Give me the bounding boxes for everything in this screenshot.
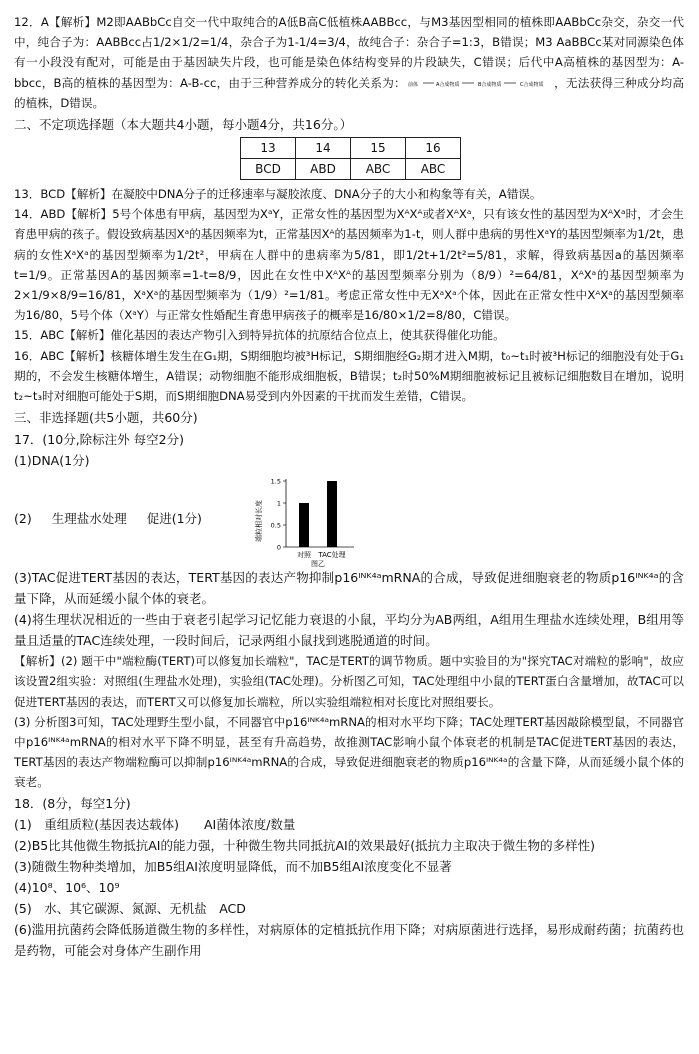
q17-answer-3: (3)TAC促进TERT基因的表达，TERT基因的表达产物抑制p16ᴵᴺᴷ⁴ᵃmRNA的合成，导致促进细胞衰老的物质p16ᴵᴺᴷ⁴ᵃ的含量下降，从而延缓小鼠个体的衰老。 <box>14 570 684 607</box>
q18-answer-1: (1) 重组质粒(基因表达载体) AI菌体浓度/数量 <box>14 816 296 832</box>
chart-bar-1 <box>327 481 337 547</box>
q17-answer-2-number: (2) <box>14 511 32 527</box>
q12-paragraph <box>14 12 684 113</box>
q17-answer-4: (4)将生理状况相近的一些由于衰老引起学习记忆能力衰退的小鼠，平均分为AB两组，A组用生理盐水连续处理，B组用等量且适量的TAC连续处理，一段时间后，记录两组小鼠找到逃脱通道的时间。 <box>14 612 684 649</box>
q18-answer-2: (2)B5比其他微生物抵抗AI的能力强，十种微生物共同抵抗AI的效果最好(抵抗力主取决于微生物的多样性) <box>14 837 595 853</box>
answer-table-numbers <box>241 138 461 159</box>
answer-table-answers <box>241 159 461 180</box>
table-cell: ABC <box>351 159 406 180</box>
q16-paragraph: 16．ABC【解析】核糖体增生发生在G₁期，S期细胞均被³H标记，S期细胞经G₂期才进入M期，t₀~t₁时被³H标记的细胞没有处于G₁期的，不会发生核糖体增生，A错误；动物细胞不能形成细胞板，B错误；t₂时50%M期细胞被标记且被标记细胞数目在增加，说明t₂~t₃时对细胞可能处于S期，而S期细胞DNA易受到内外因素的干扰而发生差错，C错误。 <box>14 348 684 404</box>
chart-bar-0 <box>299 503 309 547</box>
table-cell: 14 <box>296 138 351 159</box>
q13-paragraph: 13．BCD【解析】在凝胶中DNA分子的迁移速率与凝胶浓度、DNA分子的大小和构象等有关，A错误。 <box>14 187 542 202</box>
q18-answer-3: (3)随微生物种类增加，加B5组AI浓度明显降低，而不加B5组AI浓度变化不显著 <box>14 858 452 874</box>
q17-answer-2-blank-a: 生理盐水处理 <box>51 511 127 527</box>
q15-paragraph: 15．ABC【解析】催化基因的表达产物引入到特异抗体的抗原结合位点上，使其获得催化功能。 <box>14 328 505 343</box>
q12-tail: ，无法获得三种成分均高的植株，D错误。 <box>14 75 684 110</box>
q14-paragraph: 14．ABD【解析】5号个体患有甲病，基因型为XᵃY，正常女性的基因型为XᴬXᴬ或者XᴬXᵃ，只有该女性的基因型为XᴬXᵃ时，才会生育患甲病的孩子。假设致病基因Xᵃ的基因频率为t，正常基因Xᴬ的基因频率为1-t，则人群中患病的男性XᵃY的基因型频率为1/2t，患病的女性XᵃXᵃ的基因型频率为1/2t²，甲病在人群中的患病率为5/81，即1/2t+1/2t²=5/81，求解，得致病基因a的基因频率t=1/9。正常基因A的基因频率=1-t=8/9，因此在女性中XᴬXᴬ的基因型频率分别为（8/9）²=64/81，XᴬXᵃ的基因型频率为2×1/9×8/9=16/81，XᵃXᵃ的基因型频率为（1/9）²=1/81。考虑正常女性中无XᵃXᵃ个体，因此在正常女性中XᴬXᵃ的基因型频率为16/80，5号个体（XᵃY）与正常女性婚配生育患甲病孩子的概率是16/80×1/2=8/80，C错误。 <box>14 207 684 323</box>
chart-y-tick-label: 0.5 <box>270 521 281 530</box>
q18-answer-5: (5) 水、其它碳源、氮源、无机盐 ACD <box>14 900 246 916</box>
q17-answer-2-blank-b: 促进(1分) <box>146 511 202 527</box>
q17-answer-1: (1)DNA(1分) <box>14 453 90 469</box>
conversion-flow-diagram <box>406 76 554 90</box>
answer-page <box>14 12 684 961</box>
section-3-heading: 三、非选择题(共5小题，共60分) <box>14 410 198 426</box>
q17-analysis-2: (3) 分析图3可知，TAC处理野生型小鼠，不同器官中p16ᴵᴺᴷ⁴ᵃmRNA的相对水平均下降；TAC处理TERT基因敲除模型鼠，不同器官中p16ᴵᴺᴷ⁴ᵃmRNA的相对水平下降不明显，甚至有升高趋势，故推测TAC影响小鼠个体衰老的机制是TAC促进TERT基因的表达，TERT基因的表达产物端粒酶可以抑制p16ᴵᴺᴷ⁴ᵃmRNA的合成，导致促进细胞衰老的物质p16ᴵᴺᴷ⁴ᵃ的含量下降，从而延缓小鼠个体的衰老。 <box>14 714 684 790</box>
flow-step-0: 前体 <box>407 82 418 89</box>
chart-y-tick-label: 1 <box>276 499 281 508</box>
chart-y-tick-label: 0 <box>276 543 281 552</box>
q18-answer-6: (6)滥用抗菌药会降低肠道微生物的多样性，对病原体的定植抵抗作用下降；对病原菌进行选择，易形成耐药菌；抗菌药也是药物，可能会对身体产生副作用 <box>14 921 684 958</box>
table-cell: ABC <box>406 159 461 180</box>
telomere-bar-chart <box>250 471 370 567</box>
q17-heading: 17．(10分,除标注外 每空2分) <box>14 432 184 448</box>
table-cell: 16 <box>406 138 461 159</box>
q18-heading: 18．(8分，每空1分) <box>14 795 131 811</box>
flow-step-5: C合成物质 <box>519 82 544 89</box>
q17-analysis-1: 【解析】(2) 题干中"端粒酶(TERT)可以修复加长端粒"，TAC是TERT的调节物质。题中实验目的为"探究TAC对端粒的影响"，故应该设置2组实验：对照组(生理盐水处理)，实验组(TAC处理)。分析图乙可知，TAC处理组中小鼠的TERT蛋白含量增加，故TAC可以促进TERT基因的表达，而TERT又可以修复加长端粒，所以实验组端粒相对长度比对照组要长。 <box>14 654 684 709</box>
chart-category-0: 对照 <box>297 551 311 560</box>
table-cell: ABD <box>296 159 351 180</box>
table-cell: BCD <box>241 159 296 180</box>
table-cell: 13 <box>241 138 296 159</box>
chart-ylabel: 端粒相对长度 <box>255 500 263 543</box>
chart-category-1: TAC处理 <box>318 551 346 560</box>
table-cell: 15 <box>351 138 406 159</box>
chart-figure-label: 图乙 <box>311 560 325 568</box>
chart-y-tick-label: 1.5 <box>270 477 281 486</box>
section-2-heading: 二、不定项选择题（本大题共4小题，每小题4分，共16分。） <box>14 117 353 133</box>
answer-table <box>240 137 461 180</box>
q18-answer-4: (4)10⁸、10⁶、10⁹ <box>14 879 120 895</box>
q17-answer-2 <box>14 509 218 527</box>
q12-text: 12．A【解析】M2即AABbCc自交一代中取纯合的A低B高C低植株AABBcc，与M3基因型相同的植株即AABbCc杂交，杂交一代中，纯合子为：AABBcc占1/2×1/2=1/4，杂合子为1-1/4=3/4，故纯合子：杂合子=1:3，B错误；M3 AaBBCc某对同源染色体有一小段没有配对，可能是由于基因缺失片段，也可能是染色体结构变异的片段缺失，C错误；后代中A高植株的基因型为：A-bbcc，B高的植株的基因型为：A-B-cc，由于三种营养成分的转化关系为： <box>14 15 684 90</box>
flow-step-1: A合成物质 <box>435 82 460 89</box>
q17-answer-2-row <box>14 471 684 567</box>
flow-step-3: B合成物质 <box>477 82 502 89</box>
